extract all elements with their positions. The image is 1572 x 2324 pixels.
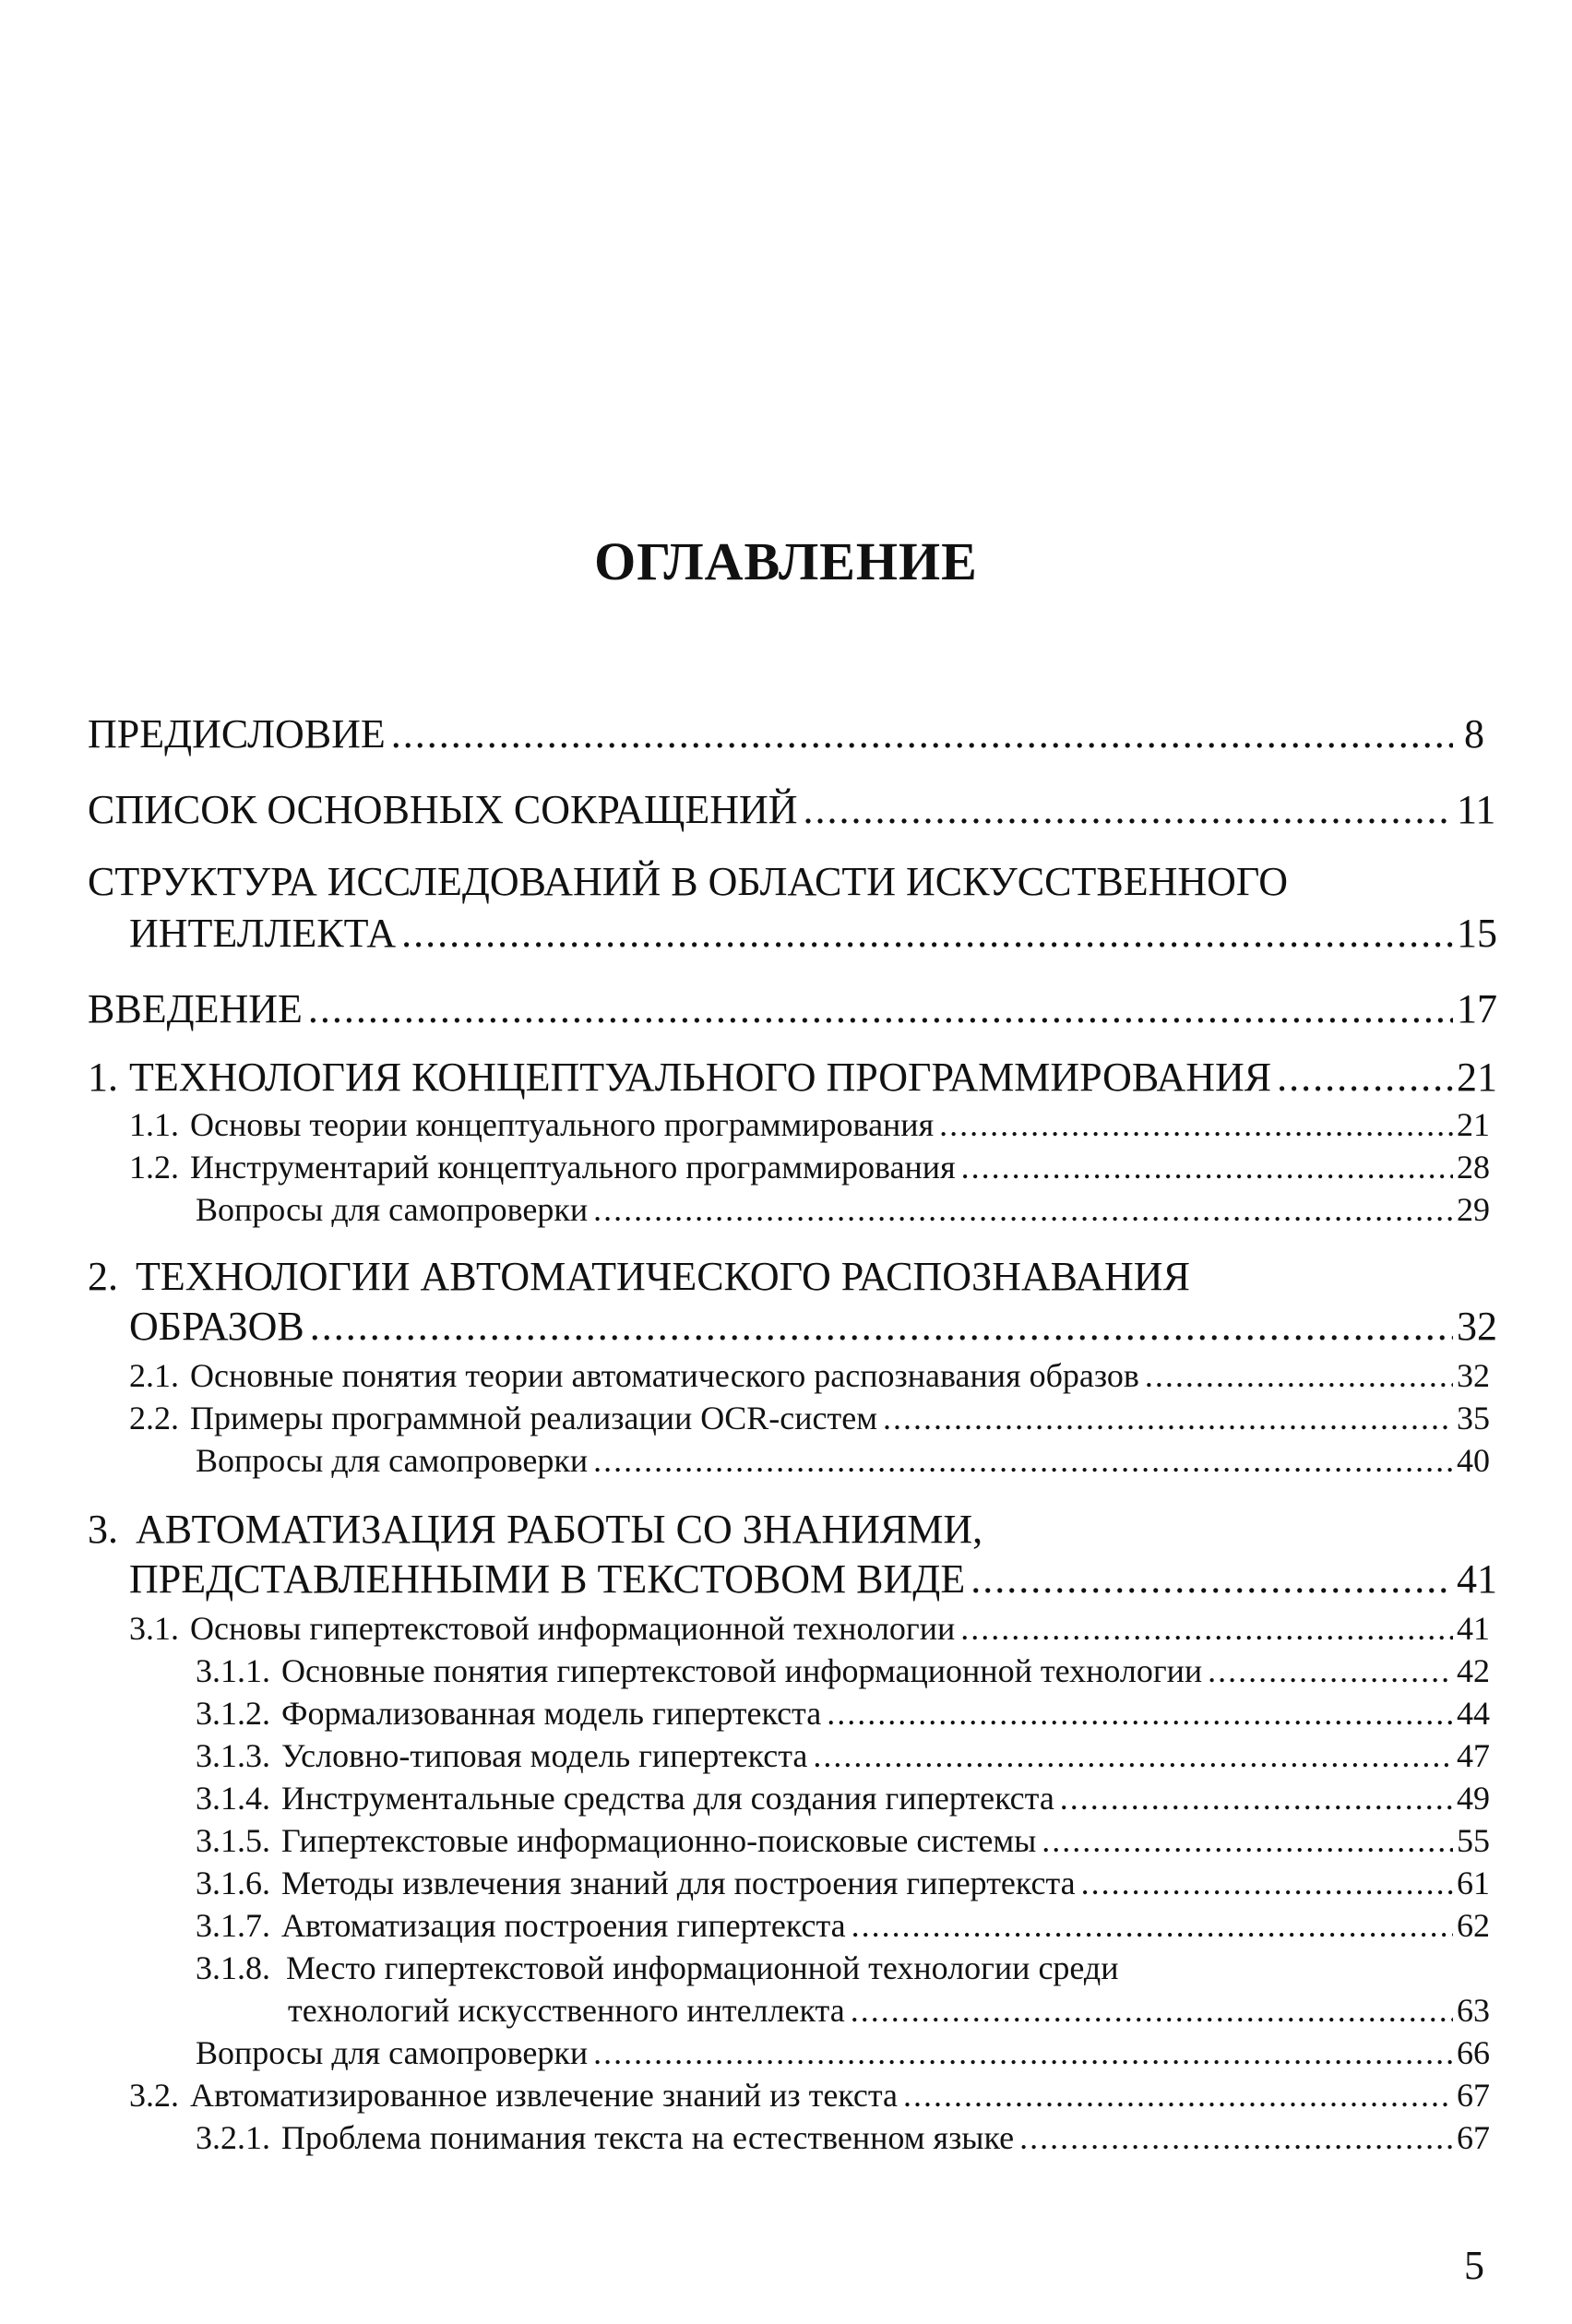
toc-entry-self-check-2[interactable] (196, 1441, 1490, 1480)
toc-entry-abbreviations[interactable] (88, 786, 1496, 833)
toc-entry-page: 47 (1457, 1737, 1490, 1774)
toc-entry-chapter-1[interactable] (88, 1054, 1497, 1101)
toc-entry-number: 3.1.1. (196, 1652, 270, 1689)
toc-entry-chapter-3[interactable] (129, 1555, 1497, 1603)
page-number: 5 (1464, 2243, 1484, 2288)
toc-entry-page: 42 (1457, 1652, 1490, 1689)
toc-entry-page: 62 (1457, 1907, 1490, 1944)
toc-entry-label: Основные понятия гипертекстовой информационной технологии (281, 1652, 1203, 1689)
toc-entry-label: Методы извлечения знаний для построения гипертекста (281, 1865, 1076, 1901)
toc-entry-label-line1-text: ТЕХНОЛОГИИ АВТОМАТИЧЕСКОГО РАСПОЗНАВАНИЯ (136, 1254, 1190, 1299)
toc-entry-page: 40 (1457, 1442, 1490, 1479)
toc-entry-number: 2.2. (129, 1400, 179, 1436)
toc-entry-page: 67 (1457, 2077, 1490, 2114)
toc-entry-page: 44 (1457, 1695, 1490, 1732)
toc-entry-number: 3.1.3. (196, 1737, 270, 1774)
toc-entry-label: Вопросы для самопроверки (196, 1442, 589, 1479)
toc-entry-page: 15 (1457, 911, 1497, 956)
toc-entry-number: 2. (88, 1254, 118, 1299)
toc-entry-label: технологий искусственного интеллекта (288, 1992, 845, 2029)
page-title: ОГЛАВЛЕНИЕ (594, 531, 978, 591)
toc-entry-page: 41 (1457, 1610, 1490, 1647)
toc-entry-section-3-1-7[interactable] (196, 1906, 1490, 1945)
toc-entry-section-3-1-4[interactable] (196, 1779, 1490, 1817)
toc-entry-page: 61 (1457, 1865, 1490, 1901)
toc-entry-label-line1-text: АВТОМАТИЗАЦИЯ РАБОТЫ СО ЗНАНИЯМИ, (136, 1507, 983, 1552)
toc-entry-label: Вопросы для самопроверки (196, 1191, 589, 1228)
toc-entry-research-structure[interactable] (129, 910, 1497, 957)
toc-entry-page: 63 (1457, 1992, 1490, 2029)
toc-entry-number: 3.1. (129, 1610, 179, 1647)
toc-entry-number: 1.2. (129, 1149, 179, 1186)
toc-entry-label-line1 (196, 1949, 1119, 1987)
toc-entry-chapter-2[interactable] (129, 1303, 1497, 1350)
toc-entry-label: Гипертекстовые информационно-поисковые системы (281, 1822, 1037, 1859)
toc-entry-label-line1: СТРУКТУРА ИССЛЕДОВАНИЙ В ОБЛАСТИ ИСКУССТВЕННОГО (88, 859, 1289, 904)
toc-entry-number: 1.1. (129, 1106, 179, 1143)
toc-entry-self-check-3[interactable] (196, 2033, 1490, 2072)
toc-entry-number: 2.1. (129, 1357, 179, 1394)
toc-entry-section-3-1[interactable] (129, 1609, 1490, 1648)
toc-entry-page: 41 (1457, 1556, 1497, 1602)
toc-entry-section-3-1-5[interactable] (196, 1821, 1490, 1860)
toc-entry-number: 3.1.4. (196, 1780, 270, 1817)
toc-entry-page: 32 (1457, 1304, 1497, 1349)
toc-entry-section-3-1-1[interactable] (196, 1651, 1490, 1690)
toc-entry-page: 28 (1457, 1149, 1490, 1186)
toc-entry-introduction[interactable] (88, 985, 1497, 1032)
toc-entry-label: Формализованная модель гипертекста (281, 1695, 822, 1732)
toc-entry-self-check-1[interactable] (196, 1190, 1490, 1229)
toc-entry-number: 3.2. (129, 2077, 179, 2114)
toc-entry-section-1-1[interactable] (129, 1105, 1490, 1144)
toc-entry-label: Основы гипертекстовой информационной технологии (190, 1610, 956, 1647)
toc-entry-number: 3. (88, 1507, 118, 1552)
toc-entry-label: Автоматизированное извлечение знаний из текста (190, 2077, 899, 2114)
toc-entry-label: ПРЕДСТАВЛЕННЫМИ В ТЕКСТОВОМ ВИДЕ (129, 1556, 966, 1602)
toc-entry-label: Инструментарий концептуального программирования (190, 1149, 956, 1186)
toc-entry-number: 3.1.2. (196, 1695, 270, 1732)
toc-entry-section-2-2[interactable] (129, 1399, 1490, 1437)
toc-entry-section-3-1-6[interactable] (196, 1864, 1490, 1902)
toc-entry-page: 21 (1457, 1055, 1497, 1100)
toc-entry-page: 35 (1457, 1400, 1490, 1436)
toc-entry-number: 3.1.8. (196, 1949, 270, 1986)
toc-entry-label: Примеры программной реализации OCR-систем (190, 1400, 877, 1436)
toc-entry-section-2-1[interactable] (129, 1356, 1490, 1395)
toc-entry-page: 21 (1457, 1106, 1490, 1143)
toc-entry-label: ПРЕДИСЛОВИЕ (88, 711, 386, 757)
toc-entry-page: 66 (1457, 2034, 1490, 2071)
toc-entry-number: 1. (88, 1055, 118, 1100)
toc-entry-label-line1 (88, 1506, 982, 1553)
toc-entry-preface[interactable] (88, 710, 1484, 757)
toc-entry-label: Условно-типовая модель гипертекста (281, 1737, 808, 1774)
toc-entry-label: Основы теории концептуального программирования (190, 1106, 935, 1143)
toc-entry-label-line1 (88, 1253, 1190, 1300)
toc-entry-page: 67 (1457, 2119, 1490, 2156)
toc-entry-page: 17 (1457, 986, 1497, 1031)
toc-entry-label: Проблема понимания текста на естественном языке (281, 2119, 1015, 2156)
toc-entry-page: 11 (1457, 787, 1496, 832)
toc-entry-label: Автоматизация построения гипертекста (281, 1907, 846, 1944)
toc-entry-label: ТЕХНОЛОГИЯ КОНЦЕПТУАЛЬНОГО ПРОГРАММИРОВАНИЯ (129, 1055, 1272, 1100)
toc-entry-label: Основные понятия теории автоматического распознавания образов (190, 1357, 1139, 1394)
toc-entry-page: 49 (1457, 1780, 1490, 1817)
toc-entry-section-1-2[interactable] (129, 1148, 1490, 1186)
toc-entry-section-3-2[interactable] (129, 2076, 1490, 2115)
toc-entry-label: Инструментальные средства для создания гипертекста (281, 1780, 1054, 1817)
toc-entry-number: 3.1.6. (196, 1865, 270, 1901)
toc-entry-label: ИНТЕЛЛЕКТА (129, 911, 397, 956)
toc-entry-page: 32 (1457, 1357, 1490, 1394)
toc-entry-page: 29 (1457, 1191, 1490, 1228)
toc-entry-page: 8 (1464, 711, 1484, 757)
toc-entry-section-3-1-8[interactable] (288, 1991, 1490, 2030)
toc-entry-label: СПИСОК ОСНОВНЫХ СОКРАЩЕНИЙ (88, 787, 798, 832)
toc-entry-page: 55 (1457, 1822, 1490, 1859)
toc-entry-label-line1-text: Место гипертекстовой информационной технологии среди (286, 1949, 1119, 1986)
toc-entry-section-3-1-3[interactable] (196, 1736, 1490, 1775)
toc-entry-number: 3.1.5. (196, 1822, 270, 1859)
toc-entry-section-3-1-2[interactable] (196, 1694, 1490, 1733)
toc-entry-label: ОБРАЗОВ (129, 1304, 304, 1349)
toc-entry-number: 3.2.1. (196, 2119, 270, 2156)
toc-entry-label: Вопросы для самопроверки (196, 2034, 589, 2071)
toc-entry-number: 3.1.7. (196, 1907, 270, 1944)
toc-entry-label: ВВЕДЕНИЕ (88, 986, 303, 1031)
toc-entry-section-3-2-1[interactable] (196, 2118, 1490, 2157)
